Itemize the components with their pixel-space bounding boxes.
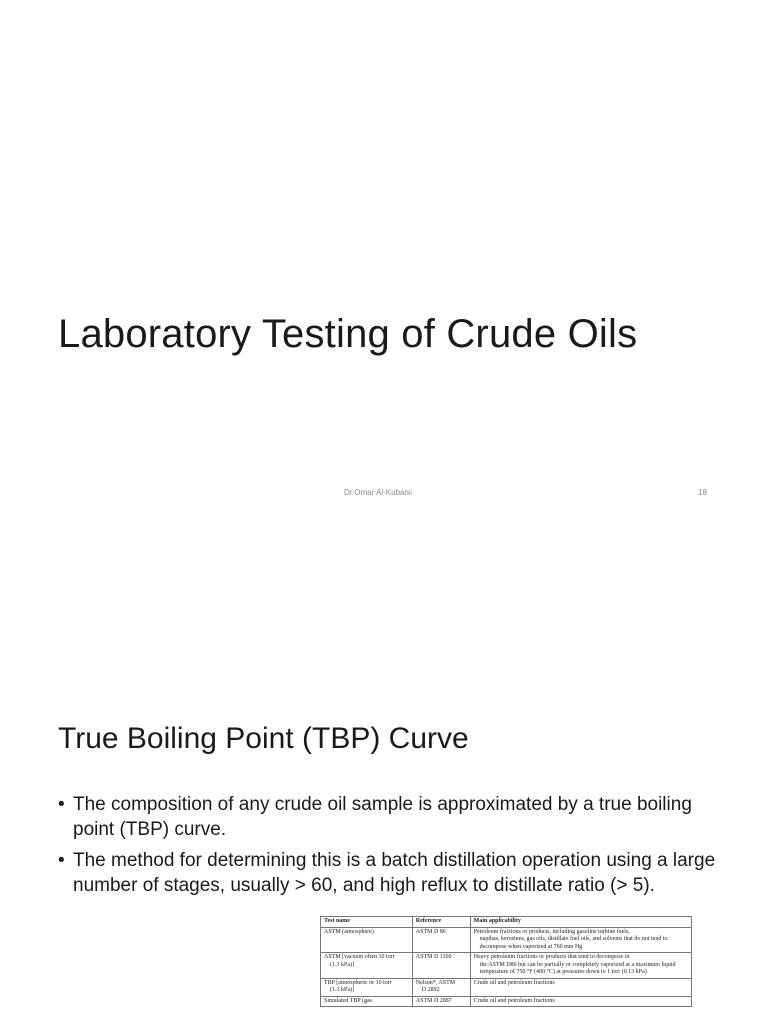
table-row xyxy=(321,953,692,979)
cell-text: Crude oil and petroleum fractions xyxy=(473,979,555,986)
table-cell-reference xyxy=(412,953,470,979)
table-cell-reference xyxy=(412,978,470,996)
cell-text: ASTM [vacuum often 10 torr xyxy=(324,954,395,960)
cell-text-continued: the ASTM D86 but can be partially or completely vaporized at a maximum liquid temperature of 750 °F (400 °C) at pressures down to 1 torr (0.13 kPa) xyxy=(479,961,676,975)
column-header: Test name xyxy=(321,917,413,928)
table-row xyxy=(321,927,692,953)
table-cell-applicability xyxy=(470,996,691,1007)
slide-heading: True Boiling Point (TBP) Curve xyxy=(58,722,469,755)
cell-text-continued: (1.3 kPa)] xyxy=(330,961,354,968)
table-cell-applicability xyxy=(470,927,691,953)
cell-text: ASTM (atmosphere) xyxy=(324,928,374,935)
cell-text-continued: napthas, kerosines, gas oils, distillate fuel oils, and solvents that do not tend to decompose when vaporized at 760 mm Hg xyxy=(479,936,668,950)
slide-title-heading: Laboratory Testing of Crude Oils xyxy=(58,312,638,356)
cell-text: Nelson*, ASTM xyxy=(415,979,456,986)
table-row xyxy=(321,996,692,1007)
column-header: Main applicability xyxy=(470,917,691,928)
cell-text-continued: D 2892 xyxy=(421,987,440,993)
slide-tbp-curve xyxy=(0,512,768,1024)
bullet-text: The method for determining this is a batch distillation operation using a large number of stages, usually > 60, and high reflux to distillate ratio (> 5). xyxy=(73,850,716,896)
table-cell-applicability xyxy=(470,953,691,979)
table-row xyxy=(321,978,692,996)
column-header: Reference xyxy=(412,917,470,928)
bullet-icon: • xyxy=(58,794,65,815)
table-cell-test-name xyxy=(321,953,413,979)
cell-text: ASTM D 1160 xyxy=(415,954,452,960)
distillation-methods-table xyxy=(320,916,692,1007)
table-cell-reference xyxy=(412,927,470,953)
cell-text: Simulated TBP (gas xyxy=(324,997,372,1004)
cell-text-continued: (1.3 kPa)] xyxy=(330,987,354,993)
table-header-row xyxy=(321,917,692,928)
cell-text: TBP [atmospheric or 10 torr xyxy=(324,979,392,986)
cell-text: ASTM D 86 xyxy=(415,928,446,935)
cell-text: Petroleum fractions or products, including gasoline turbine fuels, xyxy=(473,928,630,935)
table-cell-test-name xyxy=(321,927,413,953)
cell-text: Crude oil and petroleum fractions xyxy=(473,997,555,1004)
table-cell-test-name xyxy=(321,978,413,996)
bullet-item xyxy=(58,792,718,842)
reference-table xyxy=(320,916,692,1007)
bullet-icon: • xyxy=(58,850,65,871)
cell-text: ASTM D 2887 xyxy=(415,997,452,1004)
table-cell-applicability xyxy=(470,978,691,996)
table-cell-test-name xyxy=(321,996,413,1007)
bullet-text: The composition of any crude oil sample is approximated by a true boiling point (TBP) curve. xyxy=(73,794,692,840)
page-number: 18 xyxy=(698,488,707,497)
bullet-list xyxy=(58,792,718,904)
table-cell-reference xyxy=(412,996,470,1007)
bullet-item xyxy=(58,848,718,898)
footer-author: Dr.Omar Al-Kubaisi xyxy=(344,488,413,497)
cell-text: Heavy petroleum fractions or products that tend to decompose in xyxy=(473,954,630,960)
